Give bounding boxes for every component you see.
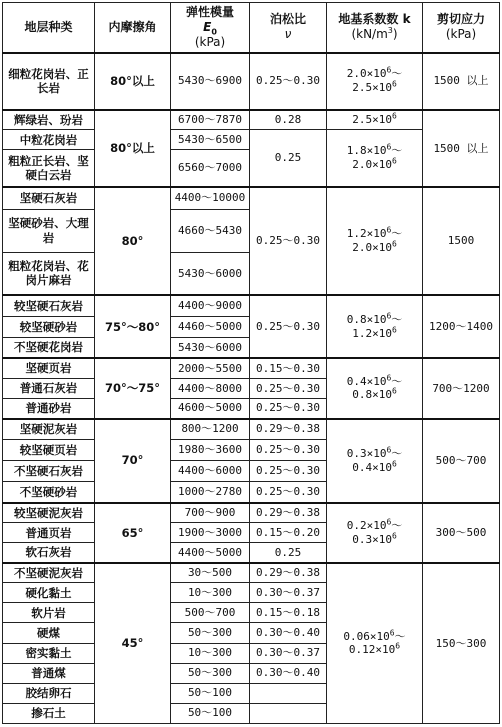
col-poisson-ratio: 泊松比 ν — [250, 3, 327, 53]
poisson-cell: 0.29～0.38 — [250, 503, 327, 523]
rock-cell: 坚硬页岩 — [3, 358, 95, 378]
modulus-cell: 4460～5000 — [171, 316, 250, 337]
modulus-cell: 50～100 — [171, 683, 250, 703]
rock-cell: 软片岩 — [3, 603, 95, 623]
rock-cell: 软石灰岩 — [3, 543, 95, 563]
modulus-cell: 30～500 — [171, 563, 250, 583]
poisson-cell: 0.30～0.37 — [250, 583, 327, 603]
rock-cell: 辉绿岩、玢岩 — [3, 110, 95, 130]
subgrade-cell: $0.2\times 10^6\sim$ $0.3\times 10^6$ — [327, 503, 423, 563]
poisson-cell — [250, 683, 327, 703]
modulus-cell: 6560～7000 — [171, 150, 250, 187]
rock-cell: 较坚硬页岩 — [3, 440, 95, 461]
table-row — [3, 358, 500, 378]
subgrade-cell: $1.8\times 10^6\sim$ $2.0\times 10^6$ — [327, 130, 423, 187]
col-rock-type: 地层种类 — [3, 3, 95, 53]
poisson-cell: 0.15～0.18 — [250, 603, 327, 623]
rock-properties-table — [2, 2, 500, 724]
rock-cell: 粗粒花岗岩、花岗片麻岩 — [3, 252, 95, 295]
poisson-cell: 0.15～0.20 — [250, 523, 327, 543]
poisson-cell: 0.25 — [250, 543, 327, 563]
subgrade-cell: $0.8\times 10^6\sim$ $1.2\times 10^6$ — [327, 295, 423, 358]
modulus-cell: 4400～5000 — [171, 543, 250, 563]
modulus-cell: 5430～6000 — [171, 252, 250, 295]
poisson-cell: 0.29～0.38 — [250, 563, 327, 583]
modulus-cell: 5430～6500 — [171, 130, 250, 150]
rock-cell: 普通煤 — [3, 663, 95, 683]
poisson-cell: 0.29～0.38 — [250, 419, 327, 440]
shear-cell: 1500 以上 — [423, 53, 500, 110]
shear-cell: 300～500 — [423, 503, 500, 563]
col-shear-stress: 剪切应力 (kPa) — [423, 3, 500, 53]
rock-cell: 普通石灰岩 — [3, 378, 95, 398]
poisson-cell: 0.28 — [250, 110, 327, 130]
friction-cell: 80°以上 — [95, 53, 171, 110]
rock-cell: 硬化黏土 — [3, 583, 95, 603]
friction-cell: 70° — [95, 419, 171, 503]
col-elastic-modulus: 弹性模量 $E_0$ (kPa) — [171, 3, 250, 53]
modulus-cell: 5430～6000 — [171, 337, 250, 358]
modulus-cell: 2000～5500 — [171, 358, 250, 378]
rock-cell: 普通砂岩 — [3, 398, 95, 418]
poisson-cell: 0.25～0.30 — [250, 295, 327, 358]
subgrade-cell: $0.06\times 10^6\sim$ $0.12\times 10^6$ — [327, 563, 423, 724]
rock-cell: 胶结卵石 — [3, 683, 95, 703]
header-row — [3, 3, 500, 53]
modulus-cell: 6700～7870 — [171, 110, 250, 130]
rock-cell: 坚硬泥灰岩 — [3, 419, 95, 440]
shear-cell: 1500 以上 — [423, 110, 500, 187]
poisson-cell: 0.30～0.40 — [250, 623, 327, 643]
poisson-cell: 0.25～0.30 — [250, 398, 327, 418]
rock-cell: 密实黏土 — [3, 643, 95, 663]
shear-cell: 150～300 — [423, 563, 500, 724]
subgrade-cell: $0.3\times 10^6\sim$ $0.4\times 10^6$ — [327, 419, 423, 503]
rock-cell: 坚硬石灰岩 — [3, 187, 95, 209]
modulus-cell: 10～300 — [171, 643, 250, 663]
friction-cell: 80°以上 — [95, 110, 171, 187]
rock-cell: 细粒花岗岩、正长岩 — [3, 53, 95, 110]
friction-cell: 70°～75° — [95, 358, 171, 418]
friction-cell: 80° — [95, 187, 171, 295]
rock-cell: 坚硬砂岩、大理岩 — [3, 209, 95, 252]
modulus-cell: 1980～3600 — [171, 440, 250, 461]
poisson-cell: 0.25 — [250, 130, 327, 187]
subgrade-cell: $2.5\times 10^6$ — [327, 110, 423, 130]
modulus-cell: 50～300 — [171, 663, 250, 683]
shear-cell: 1500 — [423, 187, 500, 295]
rock-cell: 不坚硬砂岩 — [3, 482, 95, 503]
modulus-cell: 10～300 — [171, 583, 250, 603]
modulus-cell: 50～300 — [171, 623, 250, 643]
poisson-cell: 0.30～0.40 — [250, 663, 327, 683]
poisson-cell: 0.15～0.30 — [250, 358, 327, 378]
modulus-cell: 800～1200 — [171, 419, 250, 440]
poisson-cell: 0.25～0.30 — [250, 482, 327, 503]
rock-cell: 中粒花岗岩 — [3, 130, 95, 150]
shear-cell: 500～700 — [423, 419, 500, 503]
table-row — [3, 419, 500, 440]
modulus-cell: 4400～10000 — [171, 187, 250, 209]
rock-cell: 普通页岩 — [3, 523, 95, 543]
rock-cell: 不坚硬花岗岩 — [3, 337, 95, 358]
table-row — [3, 563, 500, 583]
friction-cell: 75°～80° — [95, 295, 171, 358]
subgrade-cell: $1.2\times 10^6\sim$ $2.0\times 10^6$ — [327, 187, 423, 295]
subgrade-cell: $0.4\times 10^6\sim$ $0.8\times 10^6$ — [327, 358, 423, 418]
rock-cell: 较坚硬石灰岩 — [3, 295, 95, 316]
modulus-cell: 4600～5000 — [171, 398, 250, 418]
poisson-cell: 0.30～0.37 — [250, 643, 327, 663]
table-row — [3, 187, 500, 209]
poisson-cell: 0.25～0.30 — [250, 461, 327, 482]
table-row — [3, 53, 500, 110]
rock-cell: 较坚硬泥灰岩 — [3, 503, 95, 523]
modulus-cell: 4660～5430 — [171, 209, 250, 252]
rock-cell: 较坚硬砂岩 — [3, 316, 95, 337]
friction-cell: 45° — [95, 563, 171, 724]
rock-cell: 粗粒正长岩、坚硬白云岩 — [3, 150, 95, 187]
table-row — [3, 503, 500, 523]
modulus-cell: 700～900 — [171, 503, 250, 523]
modulus-cell: 5430～6900 — [171, 53, 250, 110]
modulus-cell: 500～700 — [171, 603, 250, 623]
modulus-cell: 4400～6000 — [171, 461, 250, 482]
rock-cell: 硬煤 — [3, 623, 95, 643]
col-friction-angle: 内摩擦角 — [95, 3, 171, 53]
poisson-cell: 0.25～0.30 — [250, 378, 327, 398]
table-row — [3, 295, 500, 316]
poisson-cell — [250, 703, 327, 723]
modulus-cell: 1000～2780 — [171, 482, 250, 503]
rock-cell: 不坚硬石灰岩 — [3, 461, 95, 482]
poisson-cell: 0.25～0.30 — [250, 187, 327, 295]
modulus-cell: 1900～3000 — [171, 523, 250, 543]
modulus-cell: 4400～8000 — [171, 378, 250, 398]
poisson-cell: 0.25～0.30 — [250, 53, 327, 110]
friction-cell: 65° — [95, 503, 171, 563]
col-subgrade-coefficient: 地基系数数 k $(kN/m^3)$ — [327, 3, 423, 53]
modulus-cell: 50～100 — [171, 703, 250, 723]
shear-cell: 1200～1400 — [423, 295, 500, 358]
table-row — [3, 110, 500, 130]
shear-cell: 700～1200 — [423, 358, 500, 418]
subgrade-cell: $2.0\times 10^6\sim$ $2.5\times 10^6$ — [327, 53, 423, 110]
rock-cell: 不坚硬泥灰岩 — [3, 563, 95, 583]
modulus-cell: 4400～9000 — [171, 295, 250, 316]
rock-cell: 掺石土 — [3, 703, 95, 723]
poisson-cell: 0.25～0.30 — [250, 440, 327, 461]
